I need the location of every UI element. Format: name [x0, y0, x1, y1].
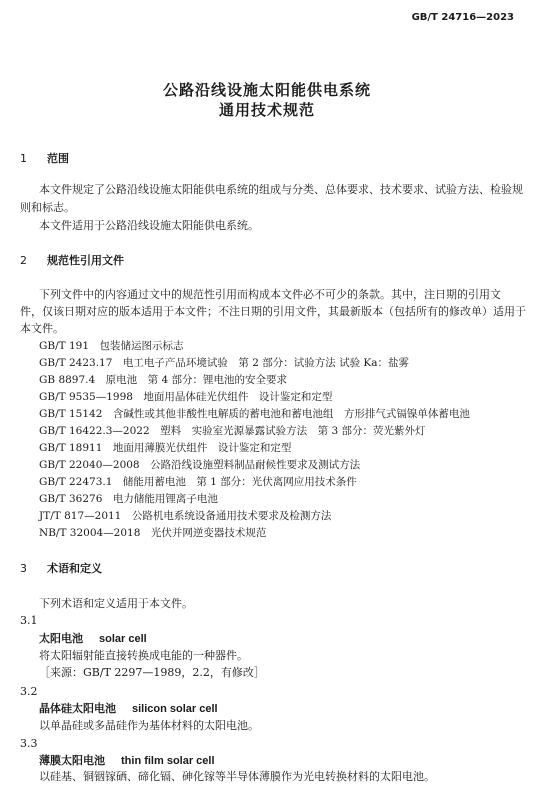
term-chinese: 太阳电池 [39, 632, 83, 645]
document-title-line1: 公路沿线设施太阳能供电系统 [162, 81, 371, 99]
paragraph-line: 本文件。 [20, 322, 64, 335]
reference-item: GB/T 36276 电力储能用锂离子电池 [39, 493, 218, 505]
paragraph-line: 件，仅该日期对应的版本适用于本文件；不注日期的引用文件，其最新版本（包括所有的修改单）适用于 [20, 305, 526, 318]
term-number: 3.1 [20, 614, 38, 627]
reference-item: GB/T 9535—1998 地面用晶体硅光伏组件 设计鉴定和定型 [39, 391, 333, 403]
reference-item: NB/T 32004—2018 光伏并网逆变器技术规范 [39, 527, 267, 539]
term-source-note: ［来源：GB/T 2297—1989，2.2，有修改］ [39, 666, 265, 679]
paragraph-line: 下列文件中的内容通过文中的规范性引用而构成本文件必不可少的条款。其中，注日期的引用文 [39, 288, 501, 301]
section-title: 范围 [47, 152, 69, 165]
reference-item: GB/T 191 包装储运图示标志 [39, 340, 184, 352]
section-number: 2 [20, 254, 27, 267]
section-title: 规范性引用文件 [47, 254, 124, 267]
term-number: 3.2 [20, 685, 38, 698]
paragraph-line: 本文件适用于公路沿线设施太阳能供电系统。 [39, 219, 259, 232]
term-definition: 以硅基、铜铟镓硒、碲化镉、砷化镓等半导体薄膜作为光电转换材料的太阳电池。 [39, 770, 435, 783]
reference-item: GB/T 22473.1 储能用蓄电池 第 1 部分：光伏离网应用技术条件 [39, 476, 357, 488]
reference-item: GB/T 2423.17 电工电子产品环境试验 第 2 部分：试验方法 试验 Ka：盐雾 [39, 357, 410, 369]
paragraph-line: 则和标志。 [20, 201, 75, 214]
term-definition: 将太阳辐射能直接转换成电能的一种器件。 [39, 649, 248, 662]
paragraph-line: 下列术语和定义适用于本文件。 [39, 597, 193, 610]
term-english: thin film solar cell [121, 755, 215, 767]
term-english: silicon solar cell [132, 703, 218, 715]
reference-item: JT/T 817—2011 公路机电系统设备通用技术要求及检测方法 [39, 510, 332, 522]
reference-item: GB 8897.4 原电池 第 4 部分：锂电池的安全要求 [39, 374, 288, 386]
term-heading [39, 632, 147, 646]
standard-number: GB/T 24716—2023 [411, 12, 514, 23]
term-definition: 以单晶硅或多晶硅作为基体材料的太阳电池。 [39, 719, 259, 732]
reference-item: GB/T 22040—2008 公路沿线设施塑料制品耐候性要求及测试方法 [39, 459, 361, 471]
reference-item: GB/T 16422.3—2022 塑料 实验室光源暴露试验方法 第 3 部分：荧光紫外灯 [39, 425, 426, 437]
term-heading [39, 702, 218, 716]
document-title-line2: 通用技术规范 [218, 101, 315, 119]
section-number: 1 [20, 152, 27, 165]
reference-item: GB/T 18911 地面用薄膜光伏组件 设计鉴定和定型 [39, 442, 292, 454]
section-title: 术语和定义 [47, 562, 102, 575]
section-number: 3 [20, 562, 27, 575]
paragraph-line: 本文件规定了公路沿线设施太阳能供电系统的组成与分类、总体要求、技术要求、试验方法、检验规 [39, 183, 523, 196]
term-chinese: 晶体硅太阳电池 [39, 702, 116, 715]
term-english: solar cell [99, 633, 147, 645]
term-chinese: 薄膜太阳电池 [39, 754, 105, 767]
reference-item: GB/T 15142 含碱性或其他非酸性电解质的蓄电池和蓄电池组 方形排气式镉镍单体蓄电池 [39, 408, 470, 420]
term-number: 3.3 [20, 737, 38, 750]
term-heading [39, 754, 215, 768]
